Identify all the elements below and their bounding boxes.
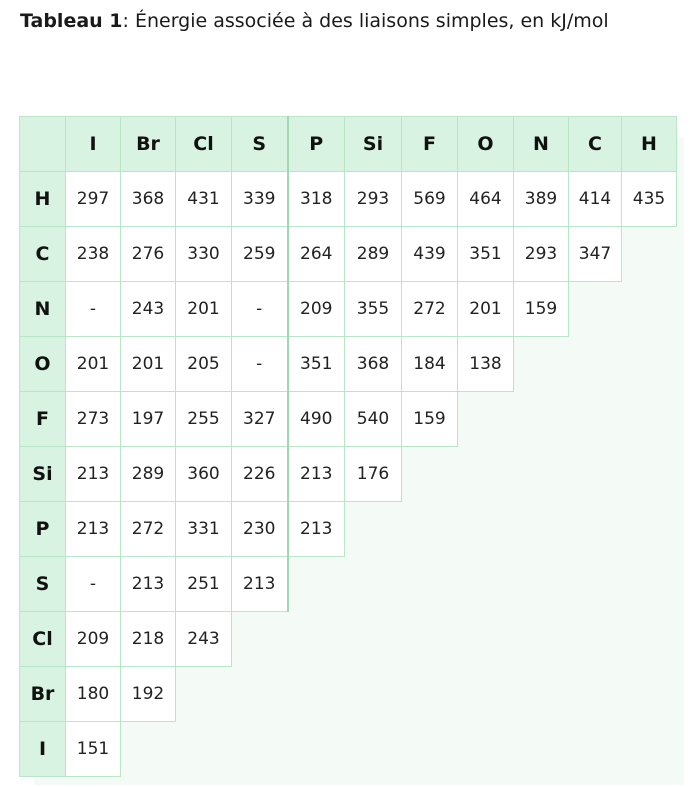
empty-cell	[345, 557, 402, 612]
empty-cell	[176, 722, 232, 777]
empty-cell	[288, 667, 345, 722]
table-cell: -	[232, 337, 288, 392]
empty-cell	[345, 502, 402, 557]
empty-cell	[622, 502, 677, 557]
column-header: S	[232, 117, 288, 172]
table-body	[20, 172, 677, 777]
empty-cell	[622, 227, 677, 282]
empty-cell	[514, 447, 569, 502]
table-cell: 540	[345, 392, 402, 447]
table-cell: 243	[176, 612, 232, 667]
table-cell: 238	[66, 227, 121, 282]
table-cell: 226	[232, 447, 288, 502]
table-cell: 201	[176, 282, 232, 337]
table-cell: 151	[66, 722, 121, 777]
table-cell: 293	[514, 227, 569, 282]
empty-cell	[402, 667, 458, 722]
table-cell: 318	[288, 172, 345, 227]
column-header: O	[458, 117, 514, 172]
row-header: Cl	[20, 612, 66, 667]
caption-label: Tableau 1	[20, 10, 123, 32]
empty-cell	[622, 722, 677, 777]
table-cell: 330	[176, 227, 232, 282]
empty-cell	[232, 612, 288, 667]
table-cell: 272	[121, 502, 176, 557]
empty-cell	[345, 667, 402, 722]
table-cell: 213	[288, 447, 345, 502]
row-header: F	[20, 392, 66, 447]
table-cell: 192	[121, 667, 176, 722]
empty-cell	[458, 502, 514, 557]
table-cell: 327	[232, 392, 288, 447]
table-cell: -	[66, 282, 121, 337]
empty-cell	[514, 337, 569, 392]
table-cell: 355	[345, 282, 402, 337]
empty-cell	[622, 392, 677, 447]
empty-cell	[569, 667, 622, 722]
table-cell: 439	[402, 227, 458, 282]
table-cell: -	[66, 557, 121, 612]
table-cell: 490	[288, 392, 345, 447]
table-cell: 201	[66, 337, 121, 392]
empty-cell	[622, 337, 677, 392]
empty-cell	[514, 667, 569, 722]
table-row	[20, 722, 677, 777]
table-cell: 138	[458, 337, 514, 392]
column-header: P	[288, 117, 345, 172]
column-header: Br	[121, 117, 176, 172]
table-row	[20, 227, 677, 282]
row-header: O	[20, 337, 66, 392]
table-cell: 569	[402, 172, 458, 227]
empty-cell	[514, 502, 569, 557]
column-header: H	[622, 117, 677, 172]
table-cell: 213	[232, 557, 288, 612]
caption-text: : Énergie associée à des liaisons simples, en kJ/mol	[122, 10, 609, 32]
empty-cell	[622, 557, 677, 612]
row-header: P	[20, 502, 66, 557]
row-header: I	[20, 722, 66, 777]
row-header: C	[20, 227, 66, 282]
table-row	[20, 172, 677, 227]
table-caption	[20, 9, 609, 33]
table-cell: 201	[458, 282, 514, 337]
table-row	[20, 392, 677, 447]
empty-cell	[569, 612, 622, 667]
table-cell: 331	[176, 502, 232, 557]
empty-cell	[345, 722, 402, 777]
empty-cell	[569, 337, 622, 392]
table-cell: 209	[66, 612, 121, 667]
table-cell: 464	[458, 172, 514, 227]
table-cell: 176	[345, 447, 402, 502]
table-cell: 351	[458, 227, 514, 282]
empty-cell	[402, 447, 458, 502]
empty-cell	[569, 282, 622, 337]
empty-cell	[288, 722, 345, 777]
empty-cell	[288, 557, 345, 612]
table-cell: 213	[121, 557, 176, 612]
column-header: N	[514, 117, 569, 172]
column-header: Cl	[176, 117, 232, 172]
table-cell: 272	[402, 282, 458, 337]
table-cell: 201	[121, 337, 176, 392]
empty-cell	[622, 612, 677, 667]
empty-cell	[458, 557, 514, 612]
table-cell: 213	[66, 502, 121, 557]
row-header: Br	[20, 667, 66, 722]
table-row	[20, 557, 677, 612]
table-cell: 218	[121, 612, 176, 667]
table-cell: 414	[569, 172, 622, 227]
empty-cell	[402, 722, 458, 777]
empty-cell	[232, 722, 288, 777]
row-header: S	[20, 557, 66, 612]
table-cell: -	[232, 282, 288, 337]
column-header: Si	[345, 117, 402, 172]
column-header: I	[66, 117, 121, 172]
table-row	[20, 667, 677, 722]
table-cell: 197	[121, 392, 176, 447]
table-cell: 255	[176, 392, 232, 447]
table-cell: 368	[121, 172, 176, 227]
table-cell: 259	[232, 227, 288, 282]
empty-cell	[121, 722, 176, 777]
table-cell: 360	[176, 447, 232, 502]
empty-cell	[288, 612, 345, 667]
empty-cell	[622, 282, 677, 337]
empty-cell	[569, 557, 622, 612]
empty-cell	[514, 612, 569, 667]
table-cell: 347	[569, 227, 622, 282]
corner-cell	[20, 117, 66, 172]
table-cell: 209	[288, 282, 345, 337]
empty-cell	[402, 612, 458, 667]
table-cell: 264	[288, 227, 345, 282]
table-row	[20, 502, 677, 557]
table-cell: 180	[66, 667, 121, 722]
table-cell: 368	[345, 337, 402, 392]
empty-cell	[232, 667, 288, 722]
table-cell: 289	[121, 447, 176, 502]
column-header: C	[569, 117, 622, 172]
table-cell: 205	[176, 337, 232, 392]
empty-cell	[569, 447, 622, 502]
table-cell: 289	[345, 227, 402, 282]
table-cell: 431	[176, 172, 232, 227]
table-row	[20, 282, 677, 337]
table-row	[20, 337, 677, 392]
empty-cell	[514, 557, 569, 612]
empty-cell	[622, 447, 677, 502]
table-cell: 276	[121, 227, 176, 282]
empty-cell	[569, 722, 622, 777]
column-header-row	[20, 117, 677, 172]
table-cell: 251	[176, 557, 232, 612]
bond-energy-table-container	[19, 116, 677, 777]
empty-cell	[458, 612, 514, 667]
empty-cell	[458, 392, 514, 447]
empty-cell	[514, 722, 569, 777]
table-cell: 389	[514, 172, 569, 227]
empty-cell	[514, 392, 569, 447]
table-cell: 184	[402, 337, 458, 392]
empty-cell	[569, 392, 622, 447]
empty-cell	[458, 667, 514, 722]
table-cell: 213	[288, 502, 345, 557]
table-cell: 243	[121, 282, 176, 337]
table-cell: 293	[345, 172, 402, 227]
table-cell: 213	[66, 447, 121, 502]
table-cell: 339	[232, 172, 288, 227]
row-header: H	[20, 172, 66, 227]
table-cell: 230	[232, 502, 288, 557]
table-cell: 159	[402, 392, 458, 447]
table-cell: 351	[288, 337, 345, 392]
empty-cell	[176, 667, 232, 722]
table-cell: 435	[622, 172, 677, 227]
table-cell: 159	[514, 282, 569, 337]
empty-cell	[345, 612, 402, 667]
table-cell: 297	[66, 172, 121, 227]
empty-cell	[622, 667, 677, 722]
empty-cell	[458, 722, 514, 777]
bond-energy-table	[19, 116, 677, 777]
empty-cell	[402, 557, 458, 612]
table-cell: 273	[66, 392, 121, 447]
table-row	[20, 447, 677, 502]
row-header: N	[20, 282, 66, 337]
empty-cell	[402, 502, 458, 557]
empty-cell	[458, 447, 514, 502]
empty-cell	[569, 502, 622, 557]
column-header: F	[402, 117, 458, 172]
row-header: Si	[20, 447, 66, 502]
table-row	[20, 612, 677, 667]
